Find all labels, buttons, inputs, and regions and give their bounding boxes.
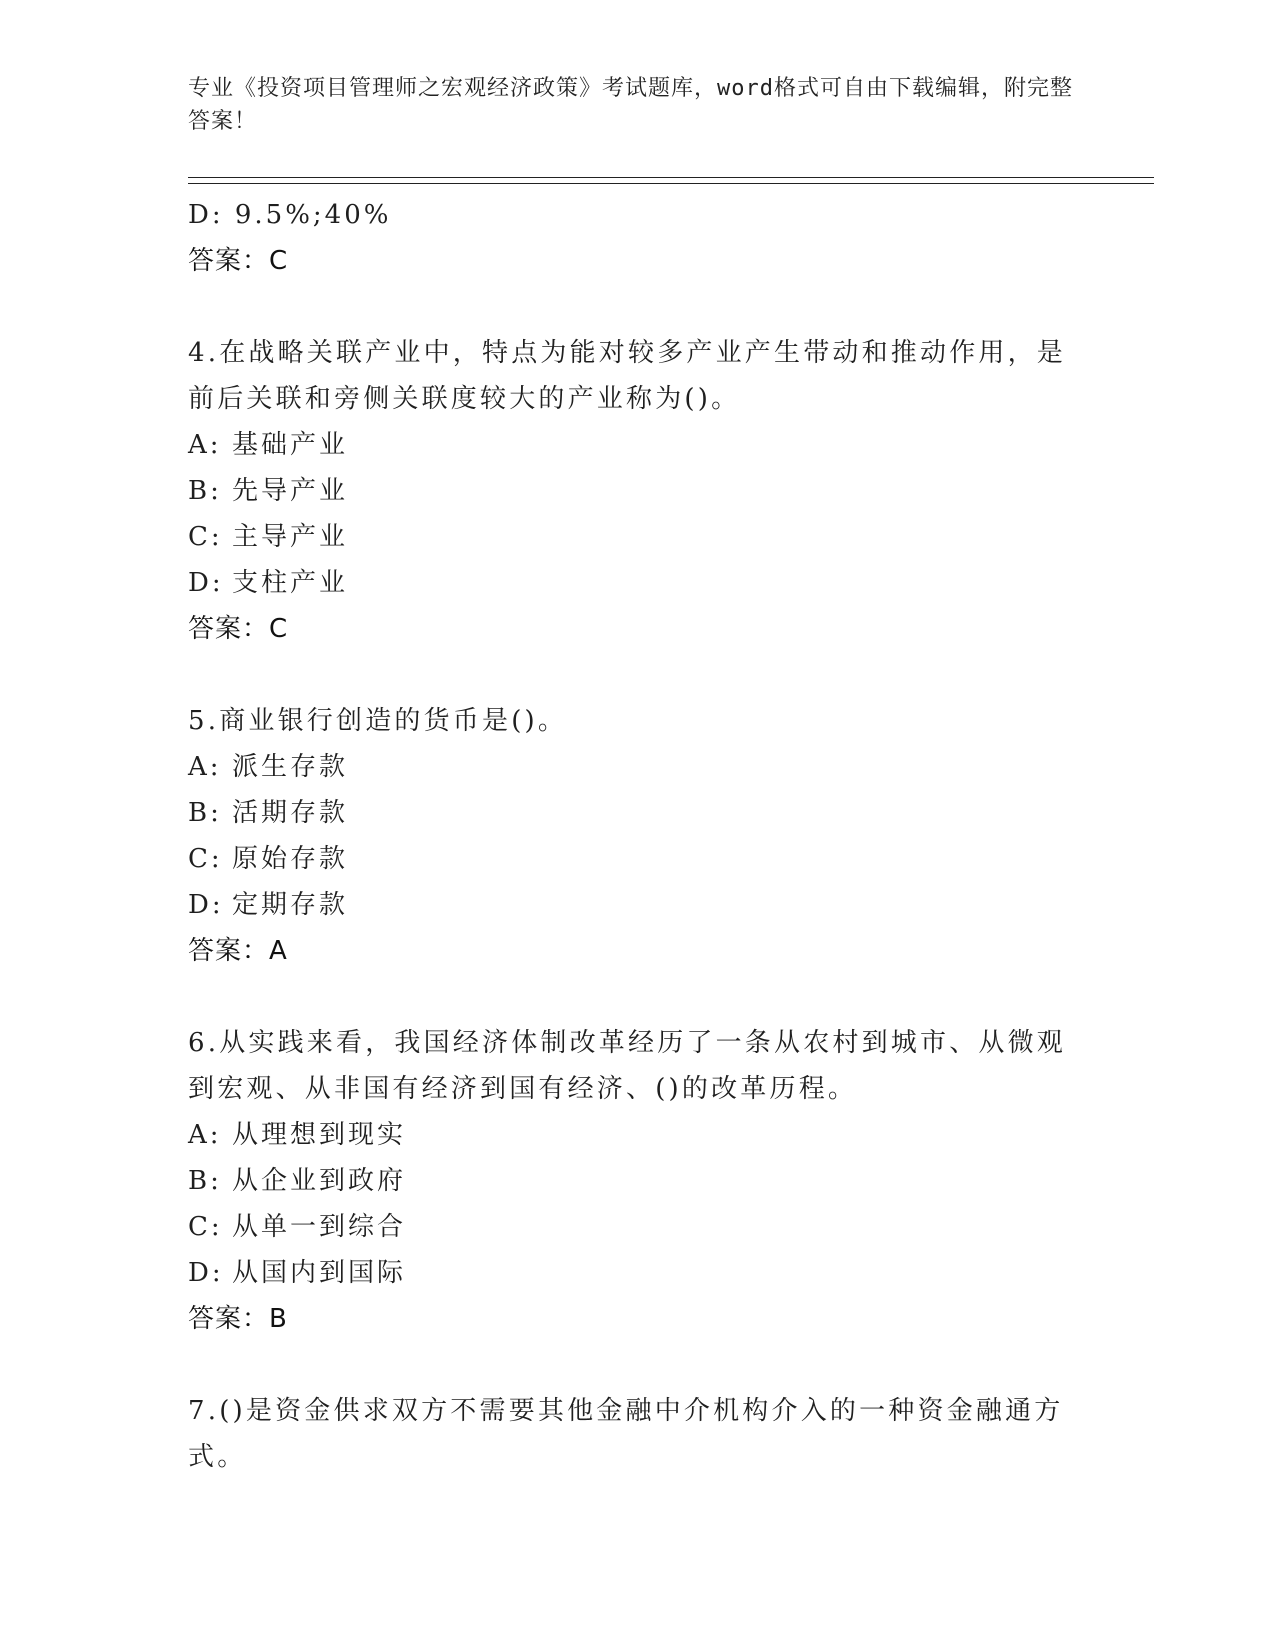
header-rule-top: [188, 177, 1154, 178]
option-c: [188, 836, 1068, 882]
option-a: [188, 422, 1068, 468]
question-4: [188, 330, 1068, 652]
option-text: 派生存款: [232, 752, 349, 782]
question-7: [188, 1388, 1068, 1480]
option-text: 从国内到国际: [232, 1258, 407, 1288]
option-text: 支柱产业: [232, 568, 349, 598]
option-label: C:: [188, 1212, 223, 1242]
header-rule-bottom: [188, 183, 1154, 184]
document-body: [188, 192, 1068, 1480]
answer-line: 答案：B: [188, 1304, 288, 1334]
carryover-option-d: D: 9.5%;40%: [188, 200, 392, 230]
option-text: 基础产业: [232, 430, 349, 460]
option-label: A:: [188, 1120, 222, 1150]
option-text: 先导产业: [232, 476, 349, 506]
option-b: [188, 790, 1068, 836]
answer-line: 答案：C: [188, 614, 289, 644]
option-d: [188, 560, 1068, 606]
option-text: 主导产业: [232, 522, 349, 552]
option-b: [188, 1158, 1068, 1204]
option-text: 从理想到现实: [232, 1120, 407, 1150]
question-stem: 5.商业银行创造的货币是()。: [188, 706, 568, 736]
option-text: 活期存款: [232, 798, 349, 828]
option-label: B:: [188, 1166, 222, 1196]
option-text: 定期存款: [232, 890, 349, 920]
option-d: [188, 882, 1068, 928]
option-label: C:: [188, 844, 223, 874]
option-text: 原始存款: [232, 844, 349, 874]
question-stem: 6.从实践来看，我国经济体制改革经历了一条从农村到城市、从微观到宏观、从非国有经济到国有经济、()的改革历程。: [188, 1028, 1067, 1104]
option-label: A:: [188, 430, 222, 460]
option-label: A:: [188, 752, 222, 782]
option-a: [188, 1112, 1068, 1158]
question-stem: 4.在战略关联产业中，特点为能对较多产业产生带动和推动作用，是前后关联和旁侧关联度较大的产业称为()。: [188, 338, 1067, 414]
option-a: [188, 744, 1068, 790]
option-text: 从单一到综合: [232, 1212, 407, 1242]
answer-line: 答案：A: [188, 936, 288, 966]
option-label: B:: [188, 798, 222, 828]
option-d: [188, 1250, 1068, 1296]
question-6: [188, 1020, 1068, 1342]
option-label: B:: [188, 476, 222, 506]
option-label: C:: [188, 522, 223, 552]
document-header: 专业《投资项目管理师之宏观经济政策》考试题库，word格式可自由下载编辑，附完整答案！: [188, 76, 1073, 134]
option-c: [188, 1204, 1068, 1250]
option-label: D:: [188, 568, 224, 598]
question-stem: 7.()是资金供求双方不需要其他金融中介机构介入的一种资金融通方式。: [188, 1396, 1064, 1472]
option-label: D:: [188, 1258, 224, 1288]
option-b: [188, 468, 1068, 514]
carryover-answer: 答案：C: [188, 246, 289, 276]
option-text: 从企业到政府: [232, 1166, 407, 1196]
question-5: [188, 698, 1068, 974]
option-label: D:: [188, 890, 224, 920]
option-c: [188, 514, 1068, 560]
